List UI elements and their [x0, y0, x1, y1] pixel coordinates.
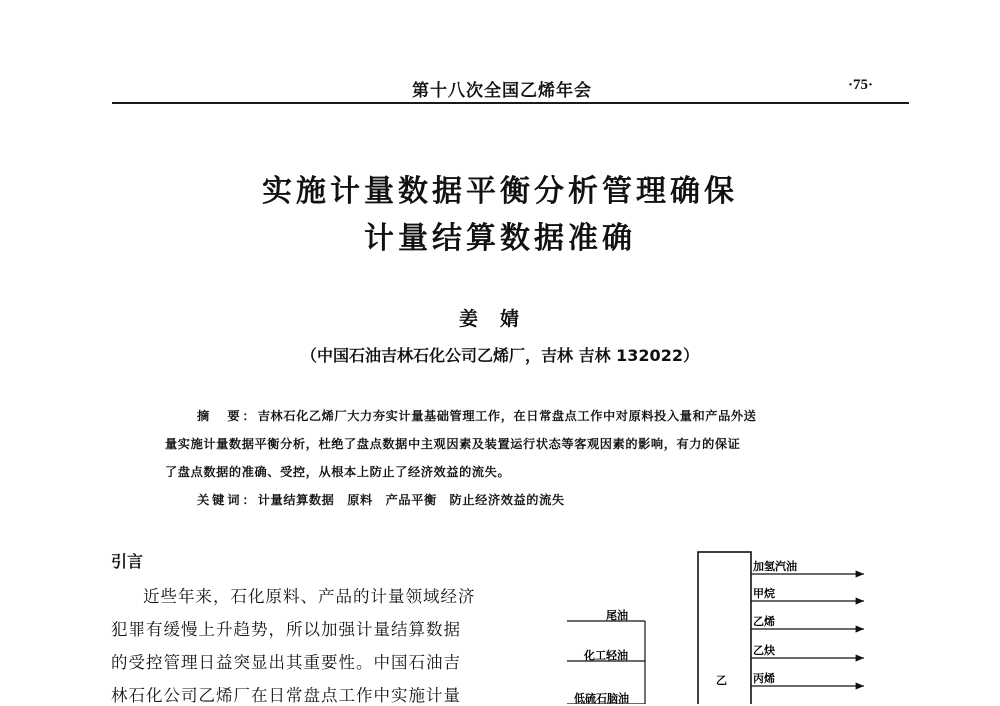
body-line-1: 近些年来，石化原料、产品的计量领域经济: [143, 587, 476, 606]
output-label-4: 乙炔: [753, 644, 775, 657]
body-line-4: 林石化公司乙烯厂在日常盘点工作中实施计量: [111, 686, 461, 705]
abstract-line-3: 了盘点数据的准确、受控，从根本上防止了经济效益的流失。: [165, 465, 511, 479]
section-heading: 引言: [111, 552, 144, 571]
output-stream-1: [751, 559, 864, 574]
output-label-2: 甲烷: [753, 587, 775, 600]
input-label-3: 低硫石脑油: [574, 692, 629, 704]
input-label-2: 化工轻油: [584, 649, 628, 662]
output-label-1: 加氢汽油: [753, 560, 797, 573]
output-stream-2: [751, 586, 864, 601]
input-feed-1: [567, 608, 645, 622]
output-stream-4: [751, 643, 864, 658]
affiliation: （中国石油吉林石化公司乙烯厂，吉林 吉林 132022）: [301, 346, 699, 365]
output-label-5: 丙烯: [753, 672, 775, 685]
author: 姜婧: [458, 308, 541, 330]
input-label-1: 尾油: [606, 609, 628, 622]
article-title-line-1: 实施计量数据平衡分析管理确保: [262, 174, 738, 209]
body-line-3: 的受控管理日益突显出其重要性。中国石油吉: [111, 653, 461, 672]
output-stream-5: [751, 671, 864, 686]
keywords-text: 计量结算数据 原料 产品平衡 防止经济效益的流失: [257, 493, 565, 507]
keywords-label: 关键词：: [197, 493, 258, 507]
page-number: ·75·: [848, 77, 874, 93]
article-title-line-2: 计量结算数据准确: [364, 221, 636, 256]
abstract-label: 摘 要：: [197, 409, 258, 423]
output-label-3: 乙烯: [753, 615, 775, 628]
output-stream-3: [751, 614, 864, 629]
input-feed-2: [567, 648, 645, 662]
process-unit-label: 乙: [716, 674, 727, 687]
running-head: 第十八次全国乙烯年会: [412, 81, 592, 101]
body-line-2: 犯罪有缓慢上升趋势，所以加强计量结算数据: [111, 620, 461, 639]
abstract-text-1: 吉林石化乙烯厂大力夯实计量基础管理工作，在日常盘点工作中对原料投入量和产品外送: [257, 409, 757, 423]
abstract-line-2: 量实施计量数据平衡分析，杜绝了盘点数据中主观因素及装置运行状态等客观因素的影响，有力的保证: [165, 437, 741, 451]
input-feed-3: [567, 691, 645, 704]
